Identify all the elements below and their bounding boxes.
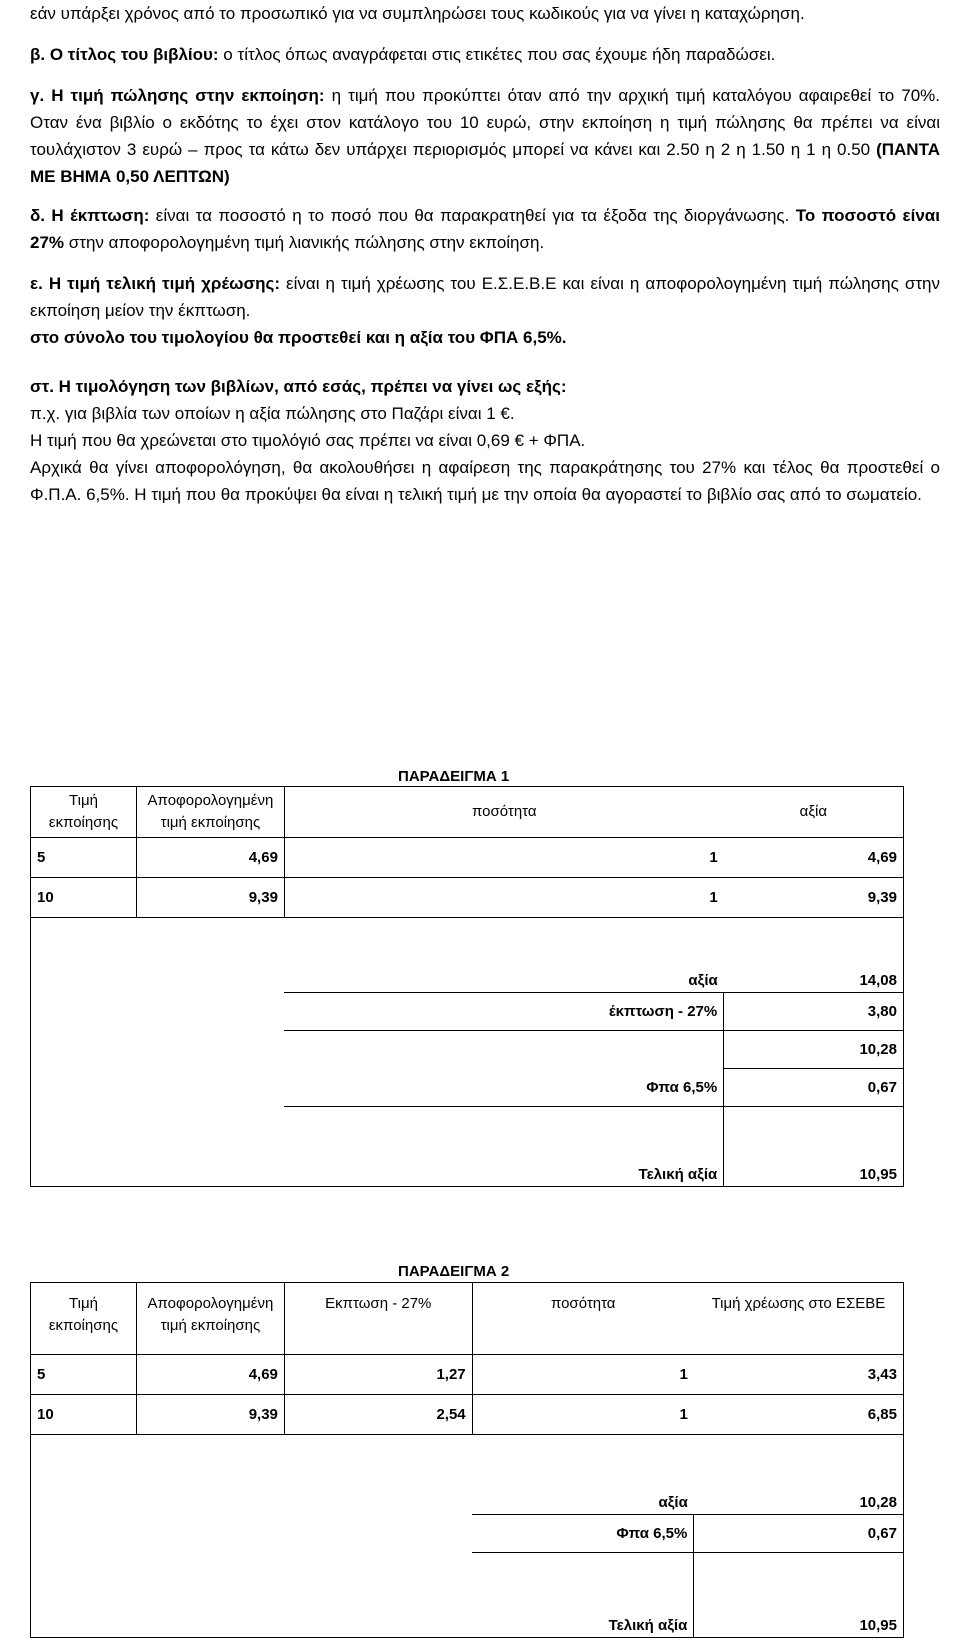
example2-header-cell: Τιμή χρέωσης στο ΕΣΕΒΕ bbox=[694, 1283, 904, 1355]
item-b-label: β. Ο τίτλος του βιβλίου: bbox=[30, 45, 219, 64]
example1-header-row bbox=[31, 787, 904, 838]
example1-header-cell: ποσότητα bbox=[284, 787, 723, 838]
example1-header-cell: αξία bbox=[724, 787, 904, 838]
example2-table bbox=[30, 1282, 904, 1638]
summary-value: 0,67 bbox=[694, 1515, 904, 1553]
summary-row bbox=[31, 1435, 904, 1515]
summary-label bbox=[284, 1031, 723, 1069]
example1-table bbox=[30, 786, 904, 1187]
item-st-line-2: Η τιμή που θα χρεώνεται στο τιμολόγιό σας πρέπει να είναι 0,69 € + ΦΠΑ. bbox=[30, 431, 586, 450]
item-d-text: είναι τα ποσοστό η το ποσό που θα παρακρατηθεί για τα έξοδα της διοργάνωσης. bbox=[149, 206, 796, 225]
item-d-label: δ. Η έκπτωση: bbox=[30, 206, 150, 225]
summary-row bbox=[31, 1553, 904, 1638]
item-e bbox=[30, 270, 940, 324]
summary-row bbox=[31, 1515, 904, 1553]
example2-header-cell: Αποφορολογημένη τιμή εκποίησης bbox=[136, 1283, 284, 1355]
summary-label: Τελική αξία bbox=[472, 1553, 694, 1638]
item-d-bold: Το ποσοστό είναι 27% bbox=[30, 206, 940, 252]
item-c bbox=[30, 82, 940, 190]
example2-header-cell: Τιμή εκποίησης bbox=[31, 1283, 137, 1355]
summary-label: Φπα 6,5% bbox=[472, 1515, 694, 1553]
example2-title: ΠΑΡΑΔΕΙΓΜΑ 2 bbox=[398, 1263, 510, 1280]
item-e-text: είναι η τιμή χρέωσης του Ε.Σ.Ε.Β.Ε και είναι η αποφορολογημένη τιμή πώλησης στην εκποίηση μείον την έκπτωση. bbox=[30, 274, 941, 320]
summary-value: 0,67 bbox=[724, 1069, 904, 1107]
summary-value: 3,80 bbox=[724, 993, 904, 1031]
item-e-bold-line: στο σύνολο του τιμολογίου θα προστεθεί και η αξία του ΦΠΑ 6,5%. bbox=[30, 328, 567, 347]
item-d-text-2: στην αποφορολογημένη τιμή λιανικής πώλησης στην εκποίηση. bbox=[64, 233, 545, 252]
item-st-line-1: π.χ. για βιβλία των οποίων η αξία πώλησης στο Παζάρι είναι 1 €. bbox=[30, 404, 515, 423]
example2-header-cell: Εκπτωση - 27% bbox=[284, 1283, 472, 1355]
summary-value: 10,95 bbox=[724, 1107, 904, 1187]
example2-header-cell: ποσότητα bbox=[472, 1283, 694, 1355]
intro-line-1: εάν υπάρξει χρόνος από το προσωπικό για να συμπληρώσει τους κωδικούς για να γίνει η καταχώρηση. bbox=[30, 4, 805, 23]
table-row: 5 4,69 1 4,69 bbox=[31, 838, 904, 878]
summary-value: 10,28 bbox=[694, 1435, 904, 1515]
example1-header-cell: Αποφορολογημένη τιμή εκποίησης bbox=[136, 787, 284, 838]
item-c-label: γ. Η τιμή πώλησης στην εκποίηση: bbox=[30, 86, 325, 105]
summary-row bbox=[31, 1069, 904, 1107]
item-c-bold-end: (ΠΑΝΤΑ ΜΕ ΒΗΜΑ 0,50 ΛΕΠΤΩΝ) bbox=[30, 140, 940, 186]
summary-label: αξία bbox=[472, 1435, 694, 1515]
summary-value: 10,95 bbox=[694, 1553, 904, 1638]
table-row: 10 9,39 1 9,39 bbox=[31, 878, 904, 918]
example1-title: ΠΑΡΑΔΕΙΓΜΑ 1 bbox=[398, 768, 510, 785]
item-e-label: ε. Η τιμή τελική τιμή χρέωσης: bbox=[30, 274, 280, 293]
item-st-label: στ. Η τιμολόγηση των βιβλίων, από εσάς, πρέπει να γίνει ως εξής: bbox=[30, 377, 567, 396]
document-page bbox=[30, 0, 940, 508]
summary-row bbox=[31, 1107, 904, 1187]
summary-row bbox=[31, 918, 904, 993]
summary-row bbox=[31, 1031, 904, 1069]
summary-row bbox=[31, 993, 904, 1031]
summary-value: 14,08 bbox=[724, 918, 904, 993]
item-b-text: ο τίτλος όπως αναγράφεται στις ετικέτες που σας έχουμε ήδη παραδώσει. bbox=[218, 45, 776, 64]
example1-header-cell: Τιμή εκποίησης bbox=[31, 787, 137, 838]
summary-label: Τελική αξία bbox=[284, 1107, 723, 1187]
table-row: 5 4,69 1,27 1 3,43 bbox=[31, 1355, 904, 1395]
item-c-text: η τιμή που προκύπτει όταν από την αρχική τιμή καταλόγου αφαιρεθεί το 70%. Οταν ένα βιβλίο ο εκδότης το έχει στον κατάλογο του 10 ευρώ, στην εκποίηση η τιμή πώλησης θα πρέπει να είναι τουλάχιστον 3 ευρώ – προς τα κάτω δεν υπάρχει περιορισμός μπορεί να κάνει και 2.50 η 2 η 1.50 η 1 η 0.50 bbox=[30, 86, 940, 159]
summary-label: Φπα 6,5% bbox=[284, 1069, 723, 1107]
item-st-line-3: Αρχικά θα γίνει αποφορολόγηση, θα ακολουθήσει η αφαίρεση της παρακράτησης του 27% και τέλος θα προστεθεί ο Φ.Π.Α. 6,5%. Η τιμή που θα προκύψει θα είναι η τελική τιμή με την οποία θα αγοραστεί το βιβλίο σας από το σωματείο. bbox=[30, 458, 940, 504]
example2-header-row bbox=[31, 1283, 904, 1355]
summary-label: έκπτωση - 27% bbox=[284, 993, 723, 1031]
item-b bbox=[30, 41, 940, 68]
summary-label: αξία bbox=[284, 918, 723, 993]
summary-value: 10,28 bbox=[724, 1031, 904, 1069]
table-row: 10 9,39 2,54 1 6,85 bbox=[31, 1395, 904, 1435]
item-d bbox=[30, 202, 940, 256]
